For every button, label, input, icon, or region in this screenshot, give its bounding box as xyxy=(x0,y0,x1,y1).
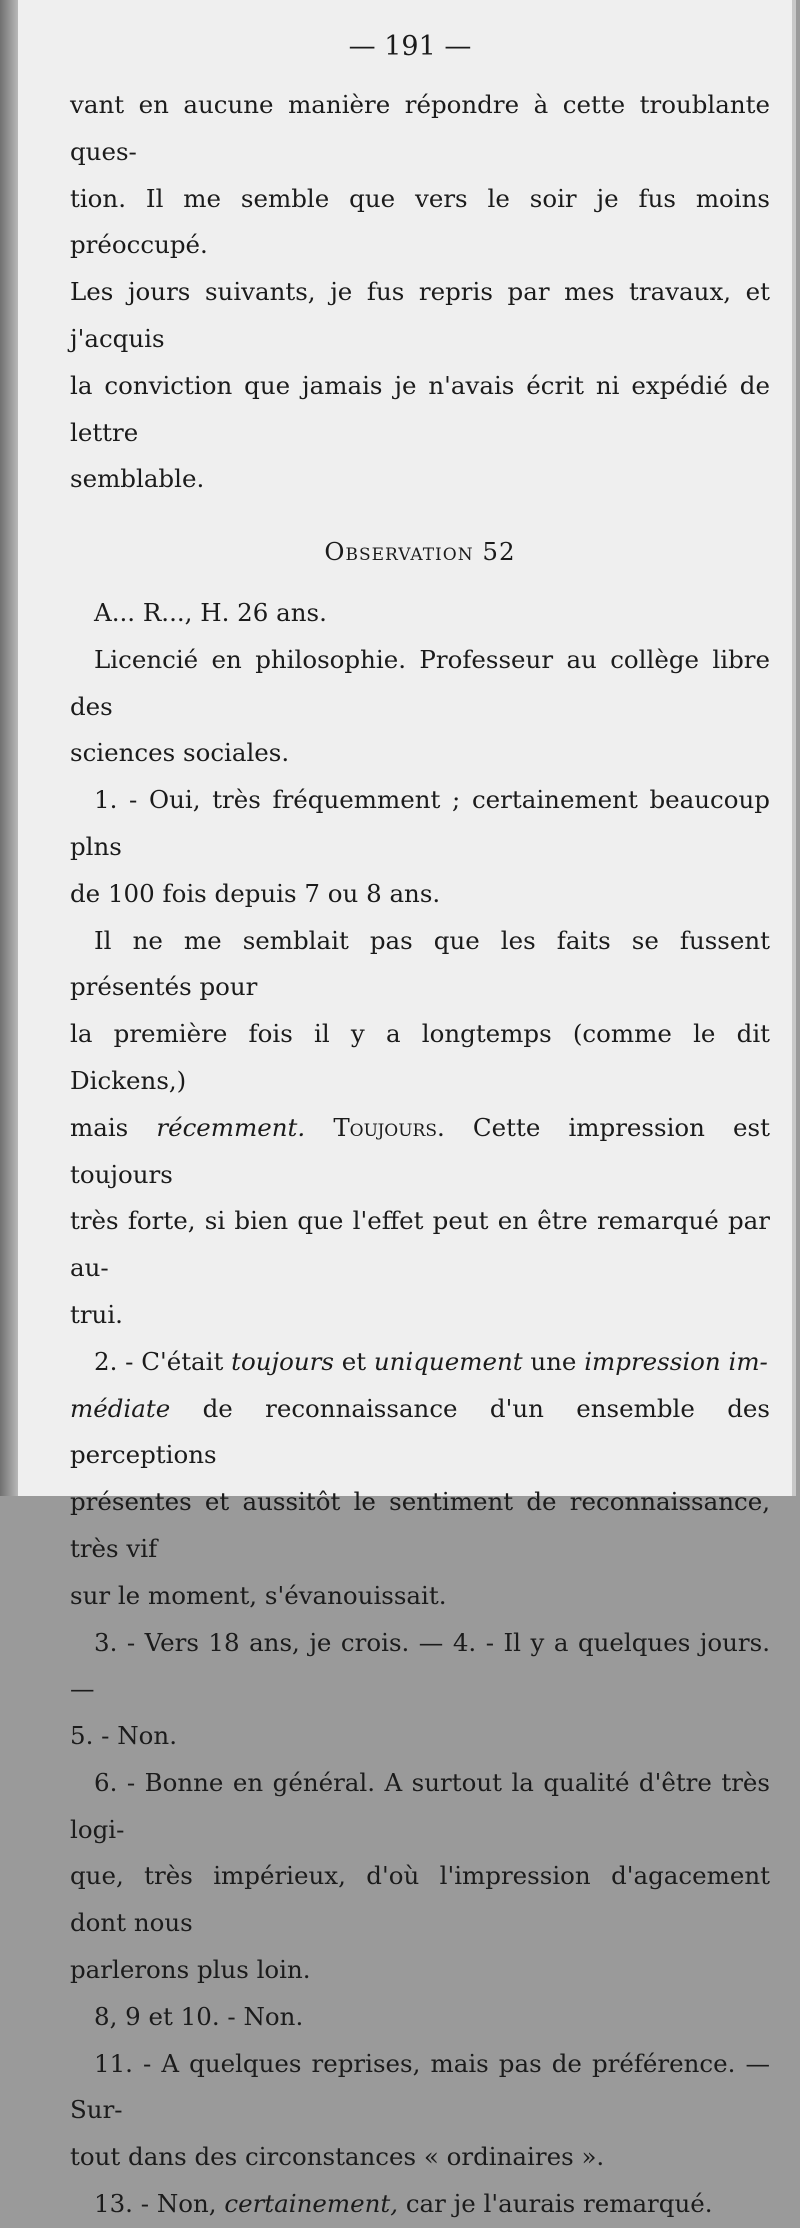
first-time-line-4: très forte, si bien que l'effet peut en être remarqué par au- xyxy=(70,1206,770,1283)
answer-2 xyxy=(70,1339,770,1620)
page-number: — 191 — xyxy=(348,31,472,62)
answer-6 xyxy=(70,1760,770,1994)
page-body xyxy=(70,82,770,2228)
profession-line-1: Licencié en philosophie. Professeur au collège libre des xyxy=(70,644,770,721)
answer-2-mediate: médiate xyxy=(70,1393,171,1423)
intro-line-2: tion. Il me semble que vers le soir je fus moins préoccupé. xyxy=(70,183,770,260)
answer-13-prefix: 13. - Non, xyxy=(94,2189,225,2219)
answer-13-italic: certainement, xyxy=(224,2189,399,2219)
recemment-italic: récemment. xyxy=(156,1112,306,1142)
first-time-paragraph xyxy=(70,918,770,1339)
first-time-line-1: Il ne me semblait pas que les faits se fussent présentés pour xyxy=(70,925,770,1002)
answer-3-5 xyxy=(70,1620,770,1760)
answer-2-line-4: sur le moment, s'évanouissait. xyxy=(70,1580,447,1610)
intro-line-1: vant en aucune manière répondre à cette troublante ques- xyxy=(70,90,770,166)
subject-line: A... R..., H. 26 ans. xyxy=(94,597,327,627)
page-edge xyxy=(792,0,796,1496)
first-time-line-3b: Cette impression est toujours xyxy=(70,1112,770,1189)
intro-line-4: la conviction que jamais je n'avais écrit ni expédié de lettre xyxy=(70,370,770,447)
answer-2-prefix: 2. - C'était xyxy=(94,1346,232,1376)
answer-13-rest: car je l'aurais remarqué. xyxy=(398,2189,713,2219)
profession-line-2: sciences sociales. xyxy=(70,738,290,768)
profession-paragraph xyxy=(70,637,770,777)
toujours-smallcaps: Toujours. xyxy=(333,1112,445,1142)
answer-3-line-1: 3. - Vers 18 ans, je crois. — 4. - Il y a quelques jours. — xyxy=(70,1627,770,1704)
intro-line-3: Les jours suivants, je fus repris par mes travaux, et j'acquis xyxy=(70,277,770,353)
first-time-line-3a: mais xyxy=(70,1112,157,1142)
answer-2-uniquement: uniquement xyxy=(373,1346,523,1376)
answer-11-line-1: 11. - A quelques reprises, mais pas de préférence. — Sur- xyxy=(70,2048,770,2125)
answer-2-mid-1: et xyxy=(333,1346,374,1376)
answer-13 xyxy=(70,2181,770,2228)
answer-6-line-1: 6. - Bonne en général. A surtout la qualité d'être très logi- xyxy=(70,1767,770,1844)
answer-6-line-2: que, très impérieux, d'où l'impression d'agacement dont nous xyxy=(70,1861,770,1938)
first-time-line-5: trui. xyxy=(70,1299,123,1329)
answer-2-toujours: toujours xyxy=(231,1346,334,1376)
answer-1 xyxy=(70,777,770,917)
answer-1-line-1: 1. - Oui, très fréquemment ; certainement beaucoup plns xyxy=(70,785,770,861)
first-time-line-2: la première fois il y a longtemps (comme le dit Dickens,) xyxy=(70,1019,770,1095)
answer-2-impression: impression im- xyxy=(584,1346,768,1376)
answer-1-line-2: de 100 fois depuis 7 ou 8 ans. xyxy=(70,878,441,908)
book-page xyxy=(18,0,796,2219)
answer-2-rest: de reconnaissance d'un ensemble des perceptions xyxy=(70,1393,770,1470)
answer-8-10: 8, 9 et 10. - Non. xyxy=(94,2001,304,2031)
page-binding-shadow xyxy=(0,0,18,1496)
answer-2-mid-2: une xyxy=(522,1346,585,1376)
answer-2-line-3: présentes et aussitôt le sentiment de reconnaissance, très vif xyxy=(70,1487,770,1563)
observation-heading: Observation 52 xyxy=(324,537,516,567)
answer-6-line-3: parlerons plus loin. xyxy=(70,1955,311,1985)
intro-paragraph xyxy=(70,82,770,503)
answer-3-line-2: 5. - Non. xyxy=(70,1721,177,1751)
intro-line-5: semblable. xyxy=(70,464,205,494)
answer-11-line-2: tout dans des circonstances « ordinaires ». xyxy=(70,2142,605,2172)
answer-11 xyxy=(70,2041,770,2181)
